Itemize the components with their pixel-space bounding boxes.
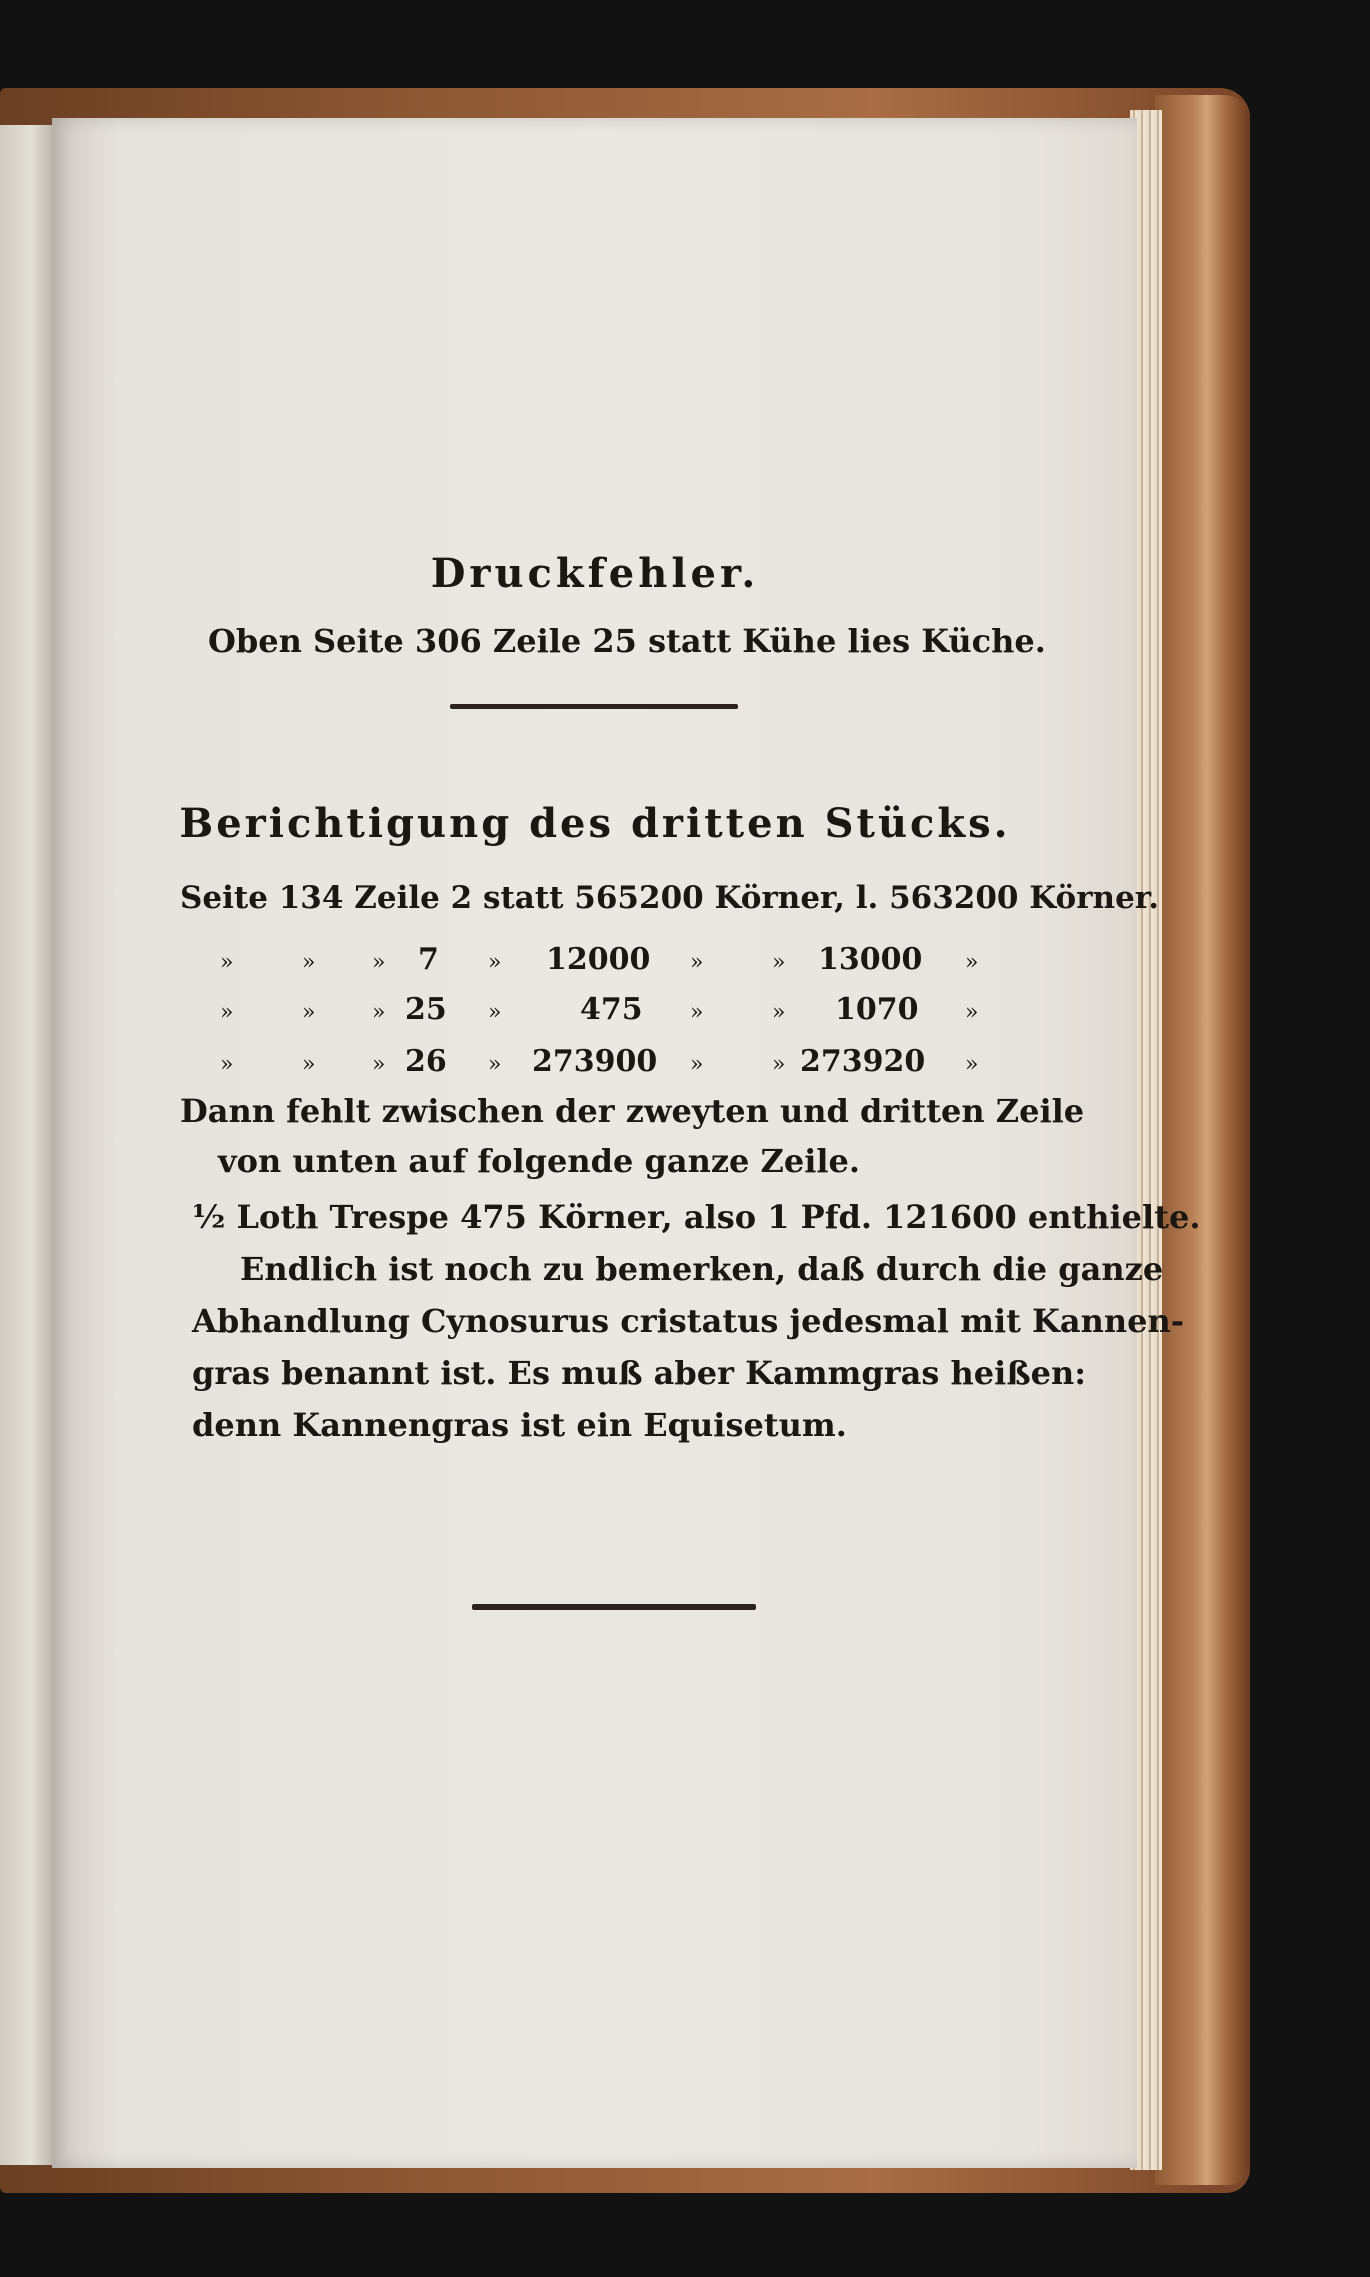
ditto-mark: »: [965, 950, 979, 975]
divider-rule: [450, 704, 738, 709]
line-number: 26: [405, 1044, 447, 1079]
correct-value: 273920: [800, 1044, 926, 1079]
ditto-mark: »: [220, 950, 234, 975]
corrections-first-line: Seite 134 Zeile 2 statt 565200 Körner, l. 563200 Körner.: [180, 880, 1160, 916]
ditto-mark: »: [220, 1000, 234, 1025]
ditto-mark: »: [302, 1052, 316, 1077]
paragraph-line: Dann fehlt zwischen der zweyten und dritten Zeile: [180, 1092, 1085, 1130]
ditto-mark: »: [302, 1000, 316, 1025]
ditto-mark: »: [220, 1052, 234, 1077]
errata-line: Oben Seite 306 Zeile 25 statt Kühe lies Küche.: [208, 622, 1046, 660]
end-rule: [472, 1604, 756, 1610]
wrong-value: 273900: [532, 1044, 658, 1079]
ditto-mark: »: [772, 1000, 786, 1025]
ditto-mark: »: [372, 1000, 386, 1025]
ditto-mark: »: [965, 1000, 979, 1025]
paragraph-line: Endlich ist noch zu bemerken, daß durch die ganze: [240, 1250, 1164, 1288]
wrong-value: 475: [580, 992, 643, 1027]
paragraph-line: gras benannt ist. Es muß aber Kammgras heißen:: [192, 1354, 1087, 1392]
correct-value: 1070: [835, 992, 919, 1027]
ditto-mark: »: [488, 1052, 502, 1077]
ditto-mark: »: [772, 1052, 786, 1077]
ditto-mark: »: [302, 950, 316, 975]
ditto-mark: »: [372, 1052, 386, 1077]
ditto-mark: »: [690, 950, 704, 975]
ditto-mark: »: [488, 1000, 502, 1025]
line-number: 7: [418, 942, 439, 977]
paragraph-line: ½ Loth Trespe 475 Körner, also 1 Pfd. 121600 enthielte.: [192, 1198, 1201, 1236]
ditto-mark: »: [690, 1000, 704, 1025]
ditto-mark: »: [772, 950, 786, 975]
corrections-title: Berichtigung des dritten Stücks.: [179, 800, 1011, 847]
wrong-value: 12000: [546, 942, 651, 977]
paragraph-line: von unten auf folgende ganze Zeile.: [218, 1142, 861, 1180]
paragraph-line: denn Kannengras ist ein Equisetum.: [192, 1406, 847, 1444]
ditto-mark: »: [690, 1052, 704, 1077]
paragraph-line: Abhandlung Cynosurus cristatus jedesmal mit Kannen-: [192, 1302, 1185, 1340]
errata-title: Druckfehler.: [430, 550, 760, 597]
ditto-mark: »: [488, 950, 502, 975]
cover-edge: [1155, 95, 1250, 2185]
ditto-mark: »: [965, 1052, 979, 1077]
correct-value: 13000: [818, 942, 923, 977]
line-number: 25: [405, 992, 447, 1027]
facing-page-edge: [0, 125, 52, 2165]
ditto-mark: »: [372, 950, 386, 975]
